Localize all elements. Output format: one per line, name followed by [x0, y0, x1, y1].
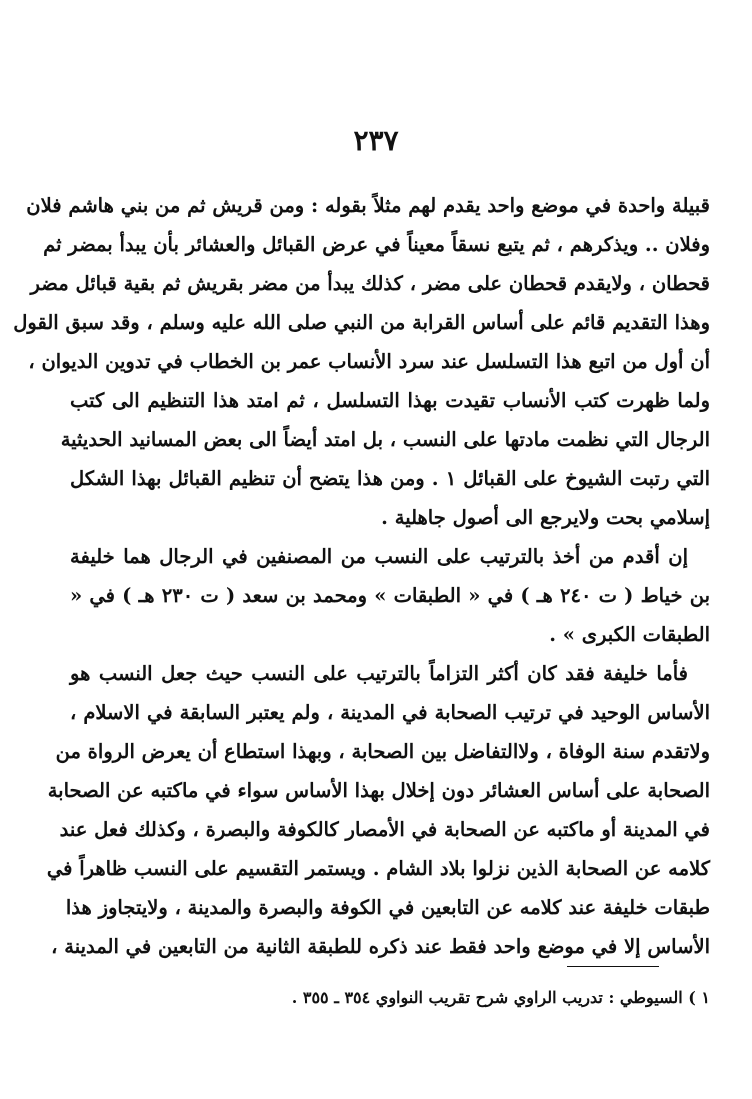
text-line: الرجال التي نظمت مادتها على النسب ، بل امتد أيضاً الى بعض المسانيد الحديثية — [60, 428, 710, 451]
text-line: الأساس إلا في موضع واحد فقط عند ذكره للطبقة الثانية من التابعين في المدينة ، — [51, 935, 710, 958]
text-line: إسلامي بحت ولايرجع الى أصول جاهلية . — [381, 506, 710, 529]
text-line: أن أول من اتبع هذا التسلسل عند سرد الأنساب عمر بن الخطاب في تدوين الديوان ، — [28, 350, 710, 373]
text-line: الطبقات الكبرى » . — [549, 623, 710, 646]
text-line: وهذا التقديم قائم على أساس القرابة من النبي صلى الله عليه وسلم ، وقد سبق القول — [13, 311, 710, 334]
text-line: التي رتبت الشيوخ على القبائل ١ . ومن هذا يتضح أن تنظيم القبائل بهذا الشكل — [70, 467, 710, 490]
text-line: كلامه عن الصحابة الذين نزلوا بلاد الشام . ويستمر التقسيم على النسب ظاهراً في — [46, 857, 710, 880]
text-line: قبيلة واحدة في موضع واحد يقدم لهم مثلاً بقوله : ومن قريش ثم من بني هاشم فلان — [26, 194, 710, 217]
footnote-divider — [567, 966, 659, 967]
text-line: ولاتقدم سنة الوفاة ، ولاالتفاضل بين الصحابة ، وبهذا استطاع أن يعرض الرواة من — [55, 740, 710, 763]
paragraph-1 — [13, 186, 710, 537]
text-line: الأساس الوحيد في ترتيب الصحابة في المدينة ، ولم يعتبر السابقة في الاسلام ، — [70, 701, 710, 724]
text-line: في المدينة أو ماكتبه عن الصحابة في الأمصار كالكوفة والبصرة ، وكذلك فعل عند — [59, 818, 710, 841]
text-line: طبقات خليفة عند كلامه عن التابعين في الكوفة والبصرة والمدينة ، ولايتجاوز هذا — [65, 896, 710, 919]
main-text — [13, 186, 710, 966]
text-line: ولما ظهرت كتب الأنساب تقيدت بهذا التسلسل ، ثم امتد هذا التنظيم الى كتب — [70, 389, 710, 412]
page-number: ٢٣٧ — [353, 124, 399, 157]
text-line: قحطان ، ولايقدم قحطان على مضر ، كذلك يبدأ من مضر بقريش ثم بقية قبائل مضر — [30, 272, 710, 295]
footnote: ١ ) السيوطي : تدريب الراوي شرح تقريب النواوي ٣٥٤ ـ ٣٥٥ . — [291, 988, 710, 1007]
text-line: بن خياط ( ت ٢٤٠ هـ ) في « الطبقات » ومحمد بن سعد ( ت ٢٣٠ هـ ) في « — [70, 584, 710, 607]
text-line: إن أقدم من أخذ بالترتيب على النسب من المصنفين في الرجال هما خليفة — [70, 545, 688, 568]
text-line: وفلان .. ويذكرهم ، ثم يتبع نسقاً معيناً في عرض القبائل والعشائر بأن يبدأ بمضر ثم — [43, 233, 710, 256]
text-line: فأما خليفة فقد كان أكثر التزاماً بالترتيب على النسب حيث جعل النسب هو — [70, 662, 688, 685]
paragraph-2 — [70, 537, 710, 654]
paragraph-3 — [46, 654, 710, 966]
text-line: الصحابة على أساس العشائر دون إخلال بهذا الأساس سواء في ماكتبه عن الصحابة — [47, 779, 710, 802]
